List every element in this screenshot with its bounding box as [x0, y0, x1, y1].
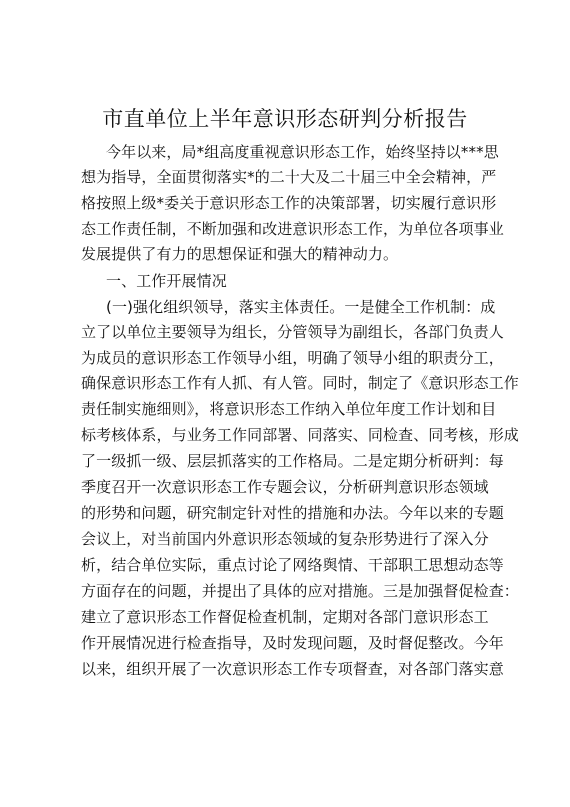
paragraph-line: 今年以来，局*组高度重视意识形态工作，始终坚持以***思: [106, 143, 499, 161]
paragraph-line: 方面存在的问题，并提出了具体的应对措施。三是加强督促检查：: [81, 582, 519, 600]
paragraph-line: 标考核体系，与业务工作同部署、同落实、同检查、同考核，形成: [81, 426, 519, 444]
paragraph-line: 立了以单位主要领导为组长，分管领导为副组长，各部门负责人: [81, 323, 504, 341]
paragraph-line: 会议上，对当前国内外意识形态领域的复杂形势进行了深入分: [81, 530, 489, 548]
paragraph-line: (一)强化组织领导，落实主体责任。一是健全工作机制：成: [106, 298, 496, 316]
paragraph-line: 了一级抓一级、层层抓落实的工作格局。二是定期分析研判：每: [81, 452, 504, 470]
paragraph-line: 为成员的意识形态工作领导小组，明确了领导小组的职责分工，: [81, 349, 504, 367]
paragraph-line: 的形势和问题，研究制定针对性的措施和办法。今年以来的专题: [81, 504, 504, 522]
paragraph-line: 确保意识形态工作有人抓、有人管。同时，制定了《意识形态工作: [81, 374, 519, 392]
paragraph-line: 责任制实施细则》，将意识形态工作纳入单位年度工作计划和目: [81, 400, 497, 418]
paragraph-line: 建立了意识形态工作督促检查机制，定期对各部门意识形态工: [81, 608, 489, 626]
paragraph-line: 析，结合单位实际，重点讨论了网络舆情、干部职工思想动态等: [81, 556, 504, 574]
paragraph-line: 以来，组织开展了一次意识形态工作专项督查，对各部门落实意: [81, 660, 504, 678]
paragraph-line: 想为指导，全面贯彻落实*的二十大及二十届三中全会精神，严: [81, 168, 497, 186]
paragraph-line: 格按照上级*委关于意识形态工作的决策部署，切实履行意识形: [81, 194, 497, 212]
paragraph-line: 季度召开一次意识形态工作专题会议，分析研判意识形态领域: [81, 478, 489, 496]
document-title: 市直单位上半年意识形态研判分析报告: [102, 107, 468, 131]
paragraph-line: 发展提供了有力的思想保证和强大的精神动力。: [81, 245, 399, 263]
paragraph-line: 态工作责任制，不断加强和改进意识形态工作，为单位各项事业: [81, 220, 504, 238]
paragraph-line: 作开展情况进行检查指导，及时发现问题，及时督促整改。今年: [81, 634, 504, 652]
section-heading: 一、工作开展情况: [106, 272, 227, 290]
